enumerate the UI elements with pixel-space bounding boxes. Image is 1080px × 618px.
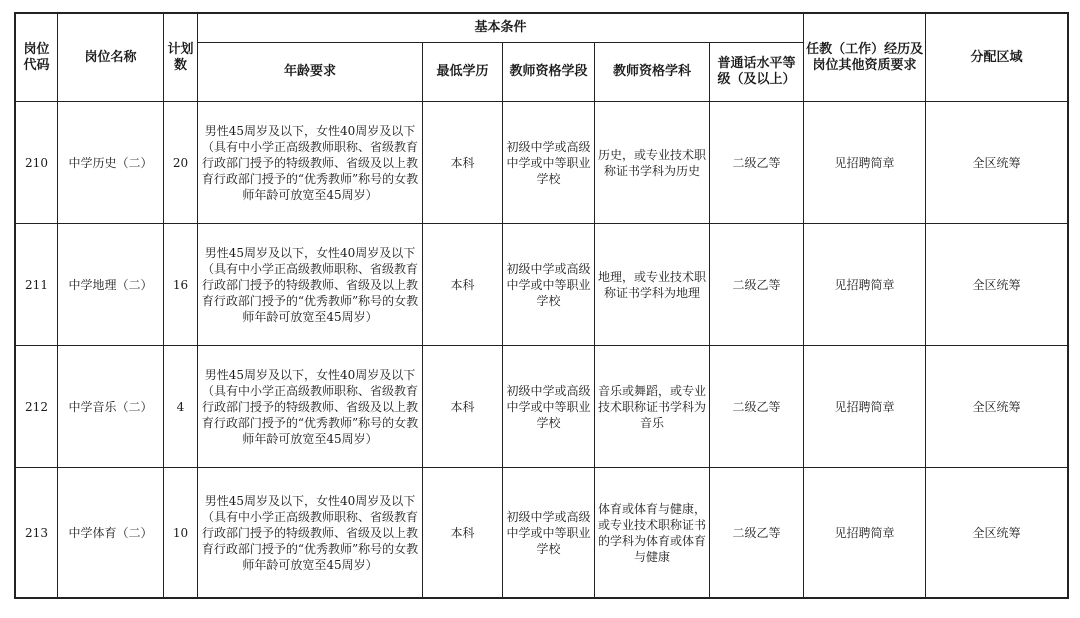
- cell-cert-stage: 初级中学或高级中学或中等职业学校: [503, 224, 595, 346]
- cell-experience: 见招聘简章: [804, 102, 926, 224]
- table-row: [16, 346, 1068, 468]
- header-basic-conditions: 基本条件: [198, 14, 804, 43]
- cell-cert-subject: 体育或体育与健康，或专业技术职称证书的学科为体育或体育与健康: [595, 468, 710, 598]
- header-cert-subject: 教师资格学科: [595, 43, 710, 102]
- cell-mandarin: 二级乙等: [710, 102, 804, 224]
- cell-plan: 4: [164, 346, 198, 468]
- cell-name: 中学历史（二）: [58, 102, 164, 224]
- cell-region: 全区统筹: [926, 346, 1068, 468]
- cell-plan: 20: [164, 102, 198, 224]
- cell-experience: 见招聘简章: [804, 468, 926, 598]
- cell-region: 全区统筹: [926, 468, 1068, 598]
- header-plan: 计划数: [164, 14, 198, 102]
- cell-age: 男性45周岁及以下，女性40周岁及以下（具有中小学正高级教师职称、省级教育行政部门授予的特级教师、省级及以上教育行政部门授予的“优秀教师”称号的女教师年龄可放宽至45周岁）: [198, 346, 423, 468]
- cell-cert-stage: 初级中学或高级中学或中等职业学校: [503, 346, 595, 468]
- cell-code: 212: [16, 346, 58, 468]
- header-mandarin: 普通话水平等级（及以上）: [710, 43, 804, 102]
- cell-experience: 见招聘简章: [804, 346, 926, 468]
- table-row: [16, 224, 1068, 346]
- cell-cert-stage: 初级中学或高级中学或中等职业学校: [503, 102, 595, 224]
- cell-code: 213: [16, 468, 58, 598]
- cell-cert-stage: 初级中学或高级中学或中等职业学校: [503, 468, 595, 598]
- cell-plan: 16: [164, 224, 198, 346]
- cell-education: 本科: [423, 224, 503, 346]
- cell-cert-subject: 地理，或专业技术职称证书学科为地理: [595, 224, 710, 346]
- table-row: [16, 102, 1068, 224]
- cell-cert-subject: 历史，或专业技术职称证书学科为历史: [595, 102, 710, 224]
- cell-age: 男性45周岁及以下，女性40周岁及以下（具有中小学正高级教师职称、省级教育行政部门授予的特级教师、省级及以上教育行政部门授予的“优秀教师”称号的女教师年龄可放宽至45周岁）: [198, 468, 423, 598]
- cell-code: 211: [16, 224, 58, 346]
- cell-age: 男性45周岁及以下，女性40周岁及以下（具有中小学正高级教师职称、省级教育行政部门授予的特级教师、省级及以上教育行政部门授予的“优秀教师”称号的女教师年龄可放宽至45周岁）: [198, 102, 423, 224]
- cell-mandarin: 二级乙等: [710, 346, 804, 468]
- job-positions-table: [15, 13, 1068, 598]
- cell-name: 中学地理（二）: [58, 224, 164, 346]
- cell-experience: 见招聘简章: [804, 224, 926, 346]
- cell-name: 中学体育（二）: [58, 468, 164, 598]
- cell-code: 210: [16, 102, 58, 224]
- cell-mandarin: 二级乙等: [710, 468, 804, 598]
- cell-region: 全区统筹: [926, 224, 1068, 346]
- cell-education: 本科: [423, 102, 503, 224]
- cell-name: 中学音乐（二）: [58, 346, 164, 468]
- header-age: 年龄要求: [198, 43, 423, 102]
- cell-age: 男性45周岁及以下，女性40周岁及以下（具有中小学正高级教师职称、省级教育行政部门授予的特级教师、省级及以上教育行政部门授予的“优秀教师”称号的女教师年龄可放宽至45周岁）: [198, 224, 423, 346]
- cell-cert-subject: 音乐或舞蹈，或专业技术职称证书学科为音乐: [595, 346, 710, 468]
- cell-education: 本科: [423, 346, 503, 468]
- header-code: 岗位代码: [16, 14, 58, 102]
- cell-mandarin: 二级乙等: [710, 224, 804, 346]
- header-experience: 任教（工作）经历及岗位其他资质要求: [804, 14, 926, 102]
- header-cert-stage: 教师资格学段: [503, 43, 595, 102]
- header-education: 最低学历: [423, 43, 503, 102]
- cell-plan: 10: [164, 468, 198, 598]
- cell-education: 本科: [423, 468, 503, 598]
- header-region: 分配区域: [926, 14, 1068, 102]
- header-name: 岗位名称: [58, 14, 164, 102]
- header-row-top: [16, 14, 1068, 43]
- table-row: [16, 468, 1068, 598]
- cell-region: 全区统筹: [926, 102, 1068, 224]
